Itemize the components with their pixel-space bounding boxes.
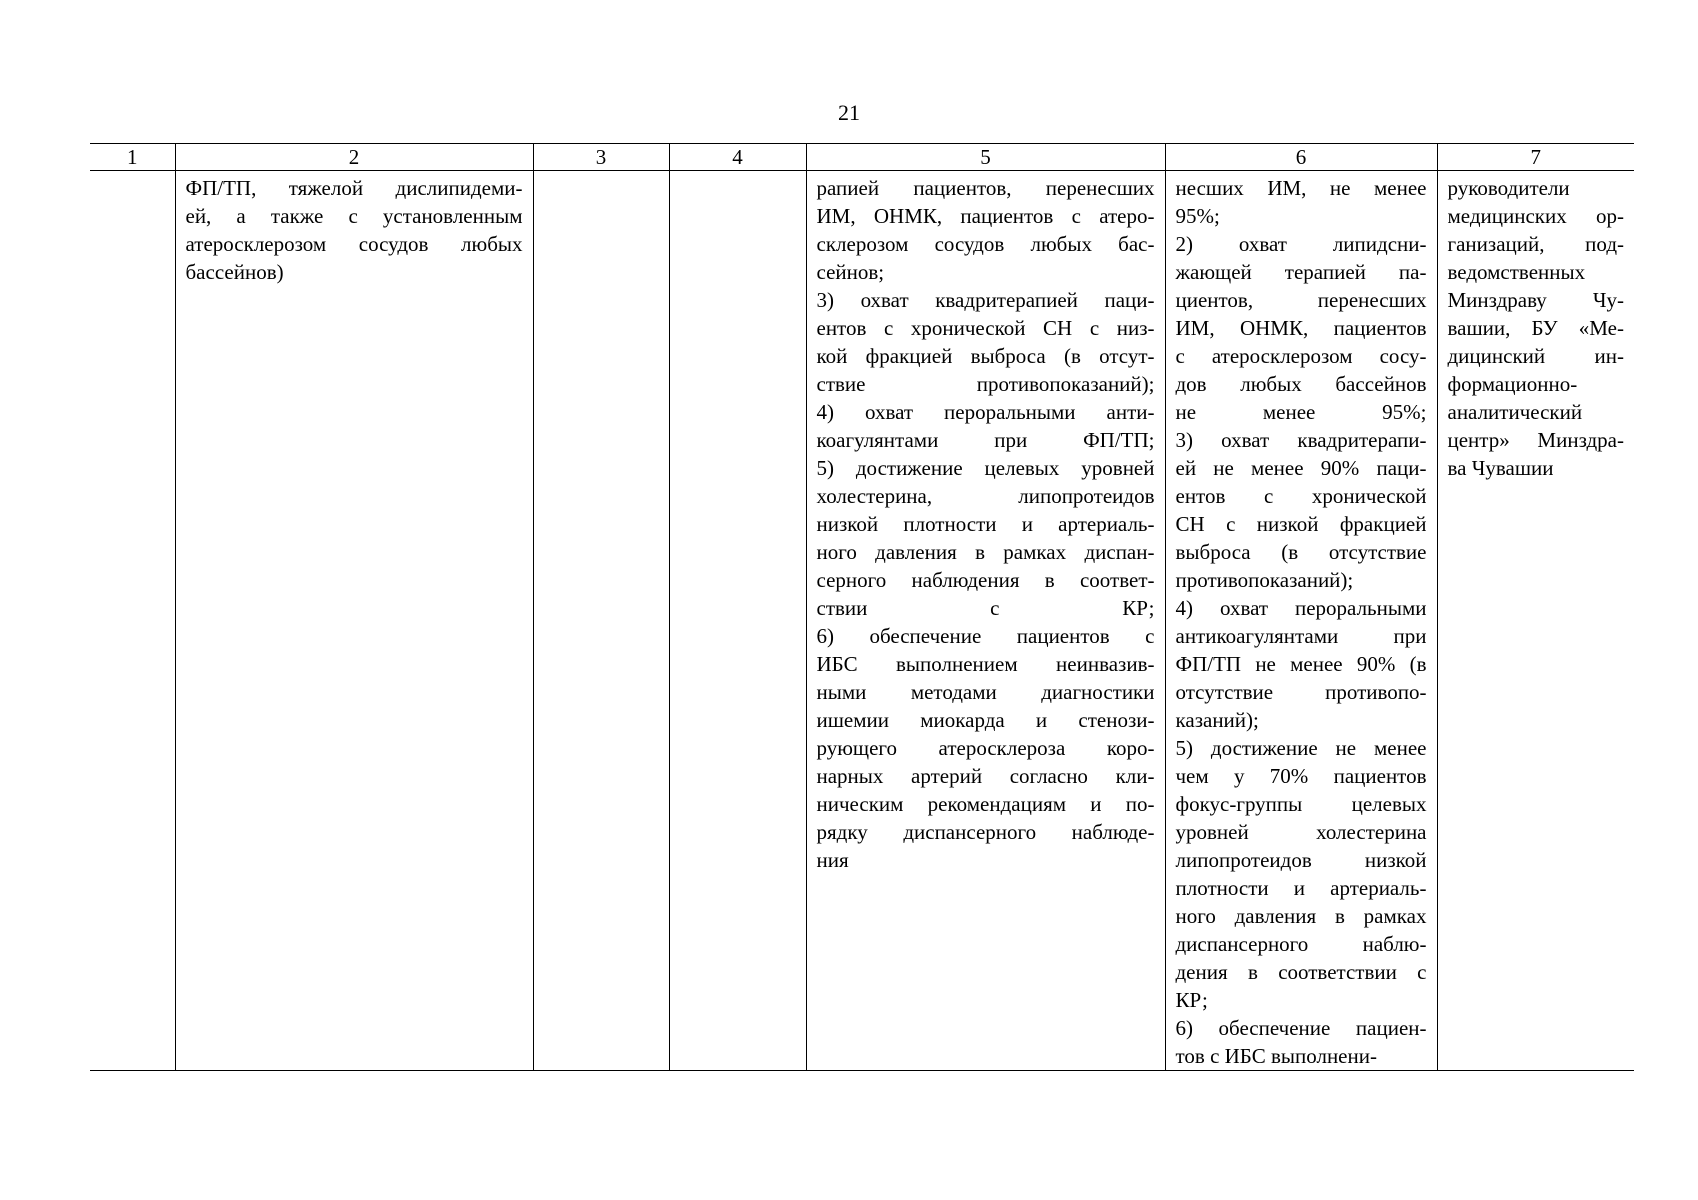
cell-text-line: ей не менее 90% паци- (1175, 456, 1427, 480)
cell-text-line: ными методами диагностики (816, 680, 1155, 704)
cell-text-line: холестерина, липопротеидов (816, 484, 1155, 508)
cell-text-line: ствии с КР; (816, 596, 1155, 620)
cell-text-line: 6) обеспечение пациен- (1175, 1016, 1427, 1040)
column-header-5: 5 (806, 144, 1165, 171)
column-header-3: 3 (533, 144, 669, 171)
cell-text-line: рядку диспансерного наблюде- (816, 820, 1155, 844)
cell-text-line: ИМ, ОНМК, пациентов с атеро- (816, 204, 1155, 228)
cell-text-line: сейнов; (816, 260, 885, 284)
cell-text-line: 3) охват квадритерапией паци- (816, 288, 1155, 312)
cell-text-line: циентов, перенесших (1175, 288, 1427, 312)
cell-col-5 (806, 171, 1165, 1071)
cell-text-line: вашии, БУ «Ме- (1447, 316, 1624, 340)
cell-col-2 (175, 171, 533, 1071)
cell-text-line: ническим рекомендациям и по- (816, 792, 1155, 816)
cell-text-line: жающей терапией па- (1175, 260, 1427, 284)
cell-text-line: кой фракцией выброса (в отсут- (816, 344, 1155, 368)
cell-text-line: 4) охват пероральными анти- (816, 400, 1155, 424)
cell-text-line: низкой плотности и артериаль- (816, 512, 1155, 536)
cell-text-line: фокус-группы целевых (1175, 792, 1427, 816)
cell-text-line: рапией пациентов, перенесших (816, 176, 1155, 200)
cell-text-line: липопротеидов низкой (1175, 848, 1427, 872)
cell-text-line: формационно- (1447, 372, 1578, 396)
cell-text-line: ного давления в рамках диспан- (816, 540, 1155, 564)
cell-text-line: антикоагулянтами при (1175, 624, 1427, 648)
cell-text-line: медицинских ор- (1447, 204, 1624, 228)
cell-text-line: 5) достижение не менее (1175, 736, 1427, 760)
cell-text-line: 5) достижение целевых уровней (816, 456, 1155, 480)
cell-text-line: ного давления в рамках (1175, 904, 1427, 928)
cell-text-line: дицинский ин- (1447, 344, 1624, 368)
cell-text-line: руководители (1447, 176, 1570, 200)
cell-col-3 (533, 171, 669, 1071)
cell-text-line: выброса (в отсутствие (1175, 540, 1427, 564)
cell-text-line: атеросклерозом сосудов любых (185, 232, 523, 256)
plan-table (90, 143, 1634, 1071)
cell-text-line: отсутствие противопо- (1175, 680, 1427, 704)
cell-text-line: противопоказаний); (1175, 568, 1354, 592)
cell-text-line: ИБС выполнением неинвазив- (816, 652, 1155, 676)
cell-text-line: чем у 70% пациентов (1175, 764, 1427, 788)
table-row (90, 171, 1634, 1071)
cell-text-line: серного наблюдения в соответ- (816, 568, 1155, 592)
cell-col-1 (90, 171, 175, 1071)
cell-text-line: 95%; (1175, 204, 1220, 228)
cell-text-line: ния (816, 848, 849, 872)
cell-text-line: аналитический (1447, 400, 1583, 424)
cell-text-line: ей, а также с установленным (185, 204, 523, 228)
page-number: 21 (838, 100, 860, 125)
cell-text-line: ИМ, ОНМК, пациентов (1175, 316, 1427, 340)
cell-text-line: коагулянтами при ФП/ТП; (816, 428, 1155, 452)
cell-col-7 (1437, 171, 1634, 1071)
cell-text-line: центр» Минздра- (1447, 428, 1624, 452)
column-header-4: 4 (669, 144, 806, 171)
cell-text-line: ведомственных (1447, 260, 1586, 284)
cell-text-line: ФП/ТП, тяжелой дислипидеми- (185, 176, 523, 200)
cell-text-line: ствие противопоказаний); (816, 372, 1155, 396)
cell-col-6 (1165, 171, 1437, 1071)
cell-text-line: рующего атеросклероза коро- (816, 736, 1155, 760)
cell-text-line: с атеросклерозом сосу- (1175, 344, 1427, 368)
cell-text-line: 4) охват пероральными (1175, 596, 1427, 620)
cell-text-line: ентов с хронической (1175, 484, 1427, 508)
cell-text-line: ФП/ТП не менее 90% (в (1175, 652, 1427, 676)
column-header-6: 6 (1165, 144, 1437, 171)
cell-text-line: диспансерного наблю- (1175, 932, 1427, 956)
cell-text-line: ентов с хронической СН с низ- (816, 316, 1155, 340)
column-header-2: 2 (175, 144, 533, 171)
cell-text-line: дов любых бассейнов (1175, 372, 1427, 396)
table-header-row (90, 144, 1634, 171)
cell-col-4 (669, 171, 806, 1071)
cell-text-line: плотности и артериаль- (1175, 876, 1427, 900)
cell-text-line: 3) охват квадритерапи- (1175, 428, 1427, 452)
cell-text-line: ва Чувашии (1447, 456, 1554, 480)
cell-text-line: дения в соответствии с (1175, 960, 1427, 984)
cell-text-line: нарных артерий согласно кли- (816, 764, 1155, 788)
cell-text-line: КР; (1175, 988, 1208, 1012)
cell-text-line: ганизаций, под- (1447, 232, 1624, 256)
cell-text-line: не менее 95%; (1175, 400, 1427, 424)
cell-text-line: Минздраву Чу- (1447, 288, 1624, 312)
cell-text-line: 2) охват липидсни- (1175, 232, 1427, 256)
cell-text-line: бассейнов) (185, 260, 284, 284)
cell-text-line: казаний); (1175, 708, 1259, 732)
column-header-7: 7 (1437, 144, 1634, 171)
cell-text-line: тов с ИБС выполнени- (1175, 1044, 1377, 1068)
cell-text-line: склерозом сосудов любых бас- (816, 232, 1155, 256)
cell-text-line: несших ИМ, не менее (1175, 176, 1427, 200)
cell-text-line: уровней холестерина (1175, 820, 1427, 844)
cell-text-line: 6) обеспечение пациентов с (816, 624, 1155, 648)
cell-text-line: ишемии миокарда и стенози- (816, 708, 1155, 732)
column-header-1: 1 (90, 144, 175, 171)
cell-text-line: СН с низкой фракцией (1175, 512, 1427, 536)
